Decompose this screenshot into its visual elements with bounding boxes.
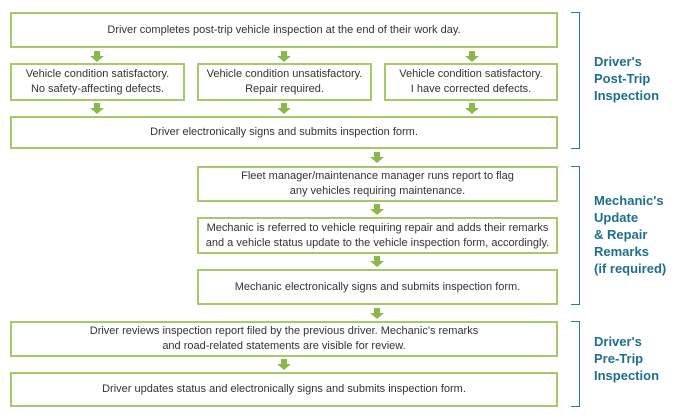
step-text: Vehicle condition unsatisfactory. Repair required. [206,68,363,95]
step-text: Driver updates status and electronically signs and submits inspection form. [102,383,466,395]
step-mechanic-signs [197,269,558,305]
section-label-pre-trip: Driver's Pre-Trip Inspection [594,334,660,383]
step-text: Fleet manager/maintenance manager runs report to flag any vehicles requiring maintenance. [241,170,514,197]
section-label-mechanic: Mechanic's Update & Repair Remarks (if required) [594,193,667,276]
step-condition-unsatisfactory [197,63,372,101]
step-driver-updates [10,372,558,407]
step-text: Vehicle condition satisfactory. I have corrected defects. [399,68,543,95]
step-driver-reviews [10,321,558,357]
step-text: Vehicle condition satisfactory. No safety-affecting defects. [25,68,170,95]
section-bracket-pre-trip [571,321,580,407]
step-text: Driver electronically signs and submits inspection form. [150,126,418,138]
section-label-post-trip: Driver's Post-Trip Inspection [594,54,660,103]
step-manager-report [197,166,558,202]
step-condition-satisfactory [10,63,185,101]
step-text: Driver completes post-trip vehicle inspection at the end of their work day. [107,23,461,36]
section-bracket-mechanic [571,166,580,305]
step-text: Mechanic electronically signs and submits inspection form. [234,280,521,293]
section-bracket-post-trip [571,12,580,149]
step-text: Mechanic is referred to vehicle requiring repair and adds their remarks and a vehicle status update to the vehicle inspection form, accordingly. [205,221,550,249]
step-condition-corrected [384,63,558,101]
step-mechanic-remarks [197,217,558,254]
step-post-trip-inspection [10,12,558,48]
step-driver-signs [10,116,558,149]
step-text: Driver reviews inspection report filed by the previous driver. Mechanic's remarks and road-related statements are visible for review. [89,325,479,352]
